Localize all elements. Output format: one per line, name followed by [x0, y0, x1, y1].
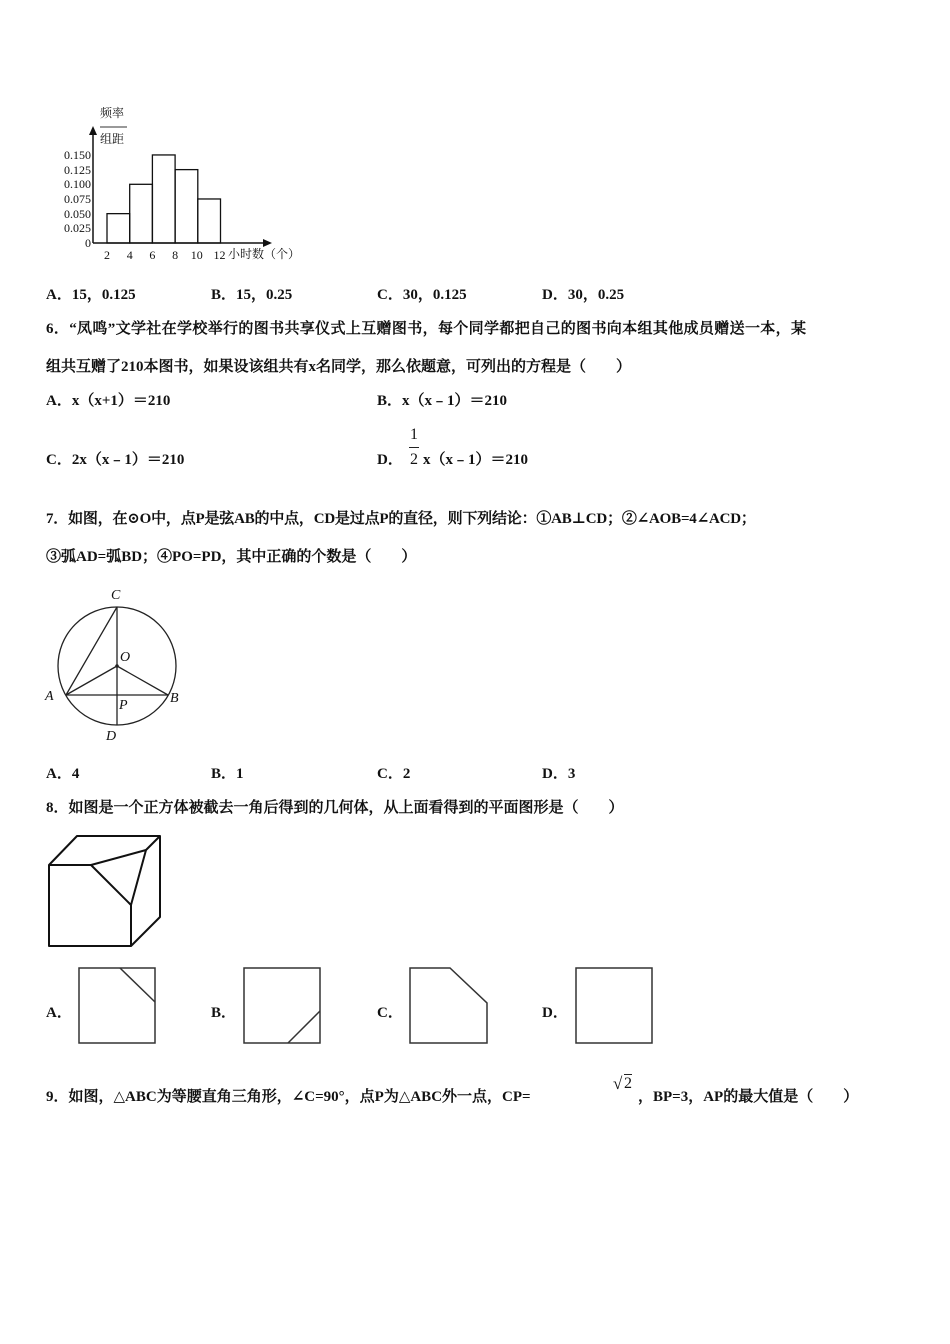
label-o: O — [120, 650, 131, 665]
segment-ac — [66, 607, 117, 695]
q5-option-d[interactable]: D．30，0.25 — [542, 287, 625, 303]
histogram-bar — [107, 214, 130, 243]
y-tick-label: 0.050 — [64, 206, 91, 221]
q8-option-c[interactable]: C． — [377, 1005, 403, 1021]
q8-option-b[interactable]: B． — [211, 1005, 237, 1021]
y-tick-label: 0.100 — [64, 177, 91, 192]
y-label-bottom: 组距 — [100, 132, 125, 146]
q5-option-b[interactable]: B．15，0.25 — [211, 287, 293, 303]
x-axis-arrow — [263, 239, 272, 247]
q9-text-after: ，BP=3，AP的最大值是（ ） — [638, 1089, 859, 1105]
option-b-figure — [244, 968, 320, 1043]
y-axis-arrow — [89, 126, 97, 135]
q7-option-a[interactable]: A．4 — [46, 766, 80, 782]
q6-option-a[interactable]: A．x（x+1）＝210 — [46, 393, 171, 409]
q7-option-c[interactable]: C．2 — [377, 766, 411, 782]
x-tick-label: 2 — [104, 248, 110, 262]
histogram-svg — [0, 0, 950, 300]
q9-text-before: 9．如图，△ABC为等腰直角三角形，∠C=90°，点P为△ABC外一点，CP= — [46, 1089, 531, 1105]
y-tick-label: 0.125 — [64, 162, 91, 177]
label-d: D — [106, 729, 117, 744]
fraction-numerator: 1 — [410, 426, 418, 443]
q6-option-d-rest: x（x﹣1）＝210 — [423, 452, 529, 468]
fraction-line — [409, 447, 419, 448]
q5-option-a[interactable]: A．15，0.125 — [46, 287, 136, 303]
center-point — [115, 664, 119, 668]
x-axis-label: 小时数（个） — [228, 247, 301, 261]
x-tick-label: 10 — [190, 248, 203, 262]
q8-option-d[interactable]: D． — [542, 1005, 568, 1021]
histogram-bar — [130, 184, 153, 243]
label-p: P — [119, 698, 128, 713]
x-tick-label: 6 — [149, 248, 156, 262]
q8-option-a[interactable]: A． — [46, 1005, 72, 1021]
sqrt-icon: √ — [613, 1074, 623, 1093]
label-a: A — [45, 689, 54, 704]
histogram-bar — [175, 170, 198, 243]
q6-option-d-prefix: D． — [377, 452, 403, 468]
cut-cube-figure — [49, 836, 160, 946]
fraction-denominator: 2 — [410, 451, 418, 468]
circle-o — [58, 607, 176, 725]
label-c: C — [111, 588, 121, 603]
q8-line1: 8．如图是一个正方体被截去一角后得到的几何体，从上面看得到的平面图形是（ ） — [46, 800, 624, 816]
y-label-top: 频率 — [100, 106, 125, 120]
q6-line2: 组共互赠了210本图书，如果设该组共有x名同学，那么依题意，可列出的方程是（ ） — [46, 359, 632, 375]
y-tick-label: 0.025 — [64, 221, 91, 236]
q7-line2: ③弧AD=弧BD；④PO=PD，其中正确的个数是（ ） — [46, 549, 417, 565]
segment-bo — [117, 666, 168, 695]
option-a-figure — [79, 968, 155, 1043]
option-c-figure — [410, 968, 487, 1043]
option-d-figure — [576, 968, 652, 1043]
q5-option-c[interactable]: C．30，0.125 — [377, 287, 467, 303]
q7-line1: 7．如图，在⊙O中，点P是弦AB的中点，CD是过点P的直径，则下列结论：①AB⊥CD；②∠AOB=4∠ACD； — [46, 511, 756, 527]
q6-line1: 6．“凤鸣”文学社在学校举行的图书共享仪式上互赠图书，每个同学都把自己的图书向本组其他成员赠送一本，某 — [46, 321, 807, 337]
x-tick-label: 8 — [172, 248, 179, 262]
x-tick-label: 4 — [126, 248, 133, 262]
q7-option-b[interactable]: B．1 — [211, 766, 244, 782]
y-tick-label: 0.075 — [64, 191, 91, 206]
q7-option-d[interactable]: D．3 — [542, 766, 576, 782]
histogram-bar — [152, 155, 175, 243]
label-b: B — [170, 691, 179, 706]
sqrt-value: 2 — [624, 1075, 632, 1092]
histogram-bar — [198, 199, 221, 243]
y-tick-label: 0.150 — [64, 147, 91, 162]
segment-ao — [66, 666, 117, 695]
q6-option-b[interactable]: B．x（x﹣1）＝210 — [377, 393, 508, 409]
y-tick-label: 0 — [85, 236, 91, 250]
x-tick-label: 12 — [213, 248, 226, 262]
q6-option-c[interactable]: C．2x（x﹣1）＝210 — [46, 452, 185, 468]
